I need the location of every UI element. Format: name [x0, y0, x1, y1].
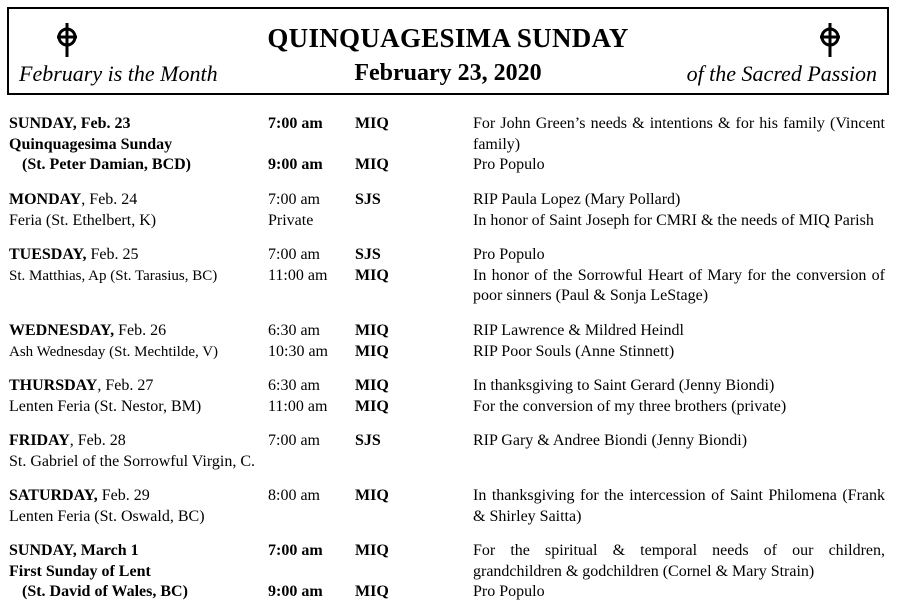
feast-label: Lenten Feria (St. Nestor, BM) [9, 397, 202, 415]
mass-time: 9:00 am [268, 583, 323, 600]
mass-row [9, 114, 889, 155]
mass-time: 6:30 am [268, 377, 320, 394]
mass-intention: In honor of the Sorrowful Heart of Mary for the conversion of poor sinners (Paul & Sonja LeStage) [473, 266, 885, 304]
mass-intention: RIP Lawrence & Mildred Heindl [473, 322, 684, 339]
feast-label: Lenten Feria (St. Oswald, BC) [9, 507, 205, 525]
mass-intention: RIP Poor Souls (Anne Stinnett) [473, 342, 675, 360]
mass-row [9, 397, 889, 418]
day-block [9, 321, 889, 362]
mass-row [9, 321, 889, 342]
mass-location: MIQ [355, 342, 389, 360]
day-title: SUNDAY, March 1 [9, 542, 139, 559]
mass-row [9, 155, 889, 176]
day-block [9, 245, 889, 307]
day-block [9, 190, 889, 231]
month-dedication-left: February is the Month [19, 61, 218, 86]
mass-location: SJS [355, 191, 381, 208]
mass-location: MIQ [355, 156, 389, 173]
day-block [9, 376, 889, 417]
day-block [9, 541, 889, 603]
mass-time: 7:00 am [268, 191, 320, 208]
mass-location: MIQ [355, 322, 389, 339]
mass-row [9, 582, 889, 603]
mass-schedule [9, 114, 889, 603]
feast-label: Ash Wednesday (St. Mechtilde, V) [9, 343, 219, 360]
feast-label: (St. David of Wales, BC) [22, 583, 188, 600]
bulletin-date: February 23, 2020 [354, 60, 542, 86]
day-title: THURSDAY [9, 377, 98, 394]
mass-row [9, 541, 889, 582]
mass-row [9, 376, 889, 397]
mass-intention: Pro Populo [473, 583, 545, 600]
cross-icon [818, 23, 842, 57]
mass-rows [9, 114, 889, 176]
day-date: Feb. 25 [86, 246, 139, 263]
mass-row [9, 431, 889, 452]
bulletin-header [7, 7, 889, 95]
mass-time: Private [268, 211, 314, 229]
mass-intention: For the conversion of my three brothers (private) [473, 397, 787, 415]
mass-time: 7:00 am [268, 115, 323, 132]
mass-rows [9, 541, 889, 603]
mass-location: SJS [355, 432, 381, 449]
day-block [9, 114, 889, 176]
mass-row [9, 342, 889, 363]
mass-rows [9, 190, 889, 231]
day-date: , Feb. 27 [97, 377, 154, 394]
mass-rows [9, 376, 889, 417]
mass-rows [9, 486, 889, 527]
mass-location: MIQ [355, 266, 389, 284]
mass-row [9, 211, 889, 232]
mass-time: 9:00 am [268, 156, 323, 173]
mass-location: MIQ [355, 397, 389, 415]
day-date: , Feb. 28 [69, 432, 126, 449]
mass-time: 8:00 am [268, 487, 320, 504]
month-dedication-right: of the Sacred Passion [686, 61, 877, 86]
day-title: MONDAY [9, 191, 82, 208]
mass-intention: For John Green’s needs & intentions & for his family (Vincent family) [473, 115, 885, 153]
mass-row [9, 266, 889, 307]
mass-location: SJS [355, 246, 381, 263]
mass-intention: Pro Populo [473, 156, 545, 173]
mass-intention: RIP Gary & Andree Biondi (Jenny Biondi) [473, 432, 748, 449]
feast-label: (St. Peter Damian, BCD) [22, 156, 192, 173]
mass-intention: For the spiritual & temporal needs of our children, grandchildren & godchildren (Cornel & Mary Strain) [473, 542, 885, 580]
day-title: FRIDAY [9, 432, 70, 449]
day-date: Feb. 26 [114, 322, 167, 339]
mass-time: 7:00 am [268, 432, 320, 449]
feast-label: First Sunday of Lent [9, 562, 151, 580]
mass-intention: In thanksgiving to Saint Gerard (Jenny Biondi) [473, 377, 775, 394]
mass-intention: In thanksgiving for the intercession of Saint Philomena (Frank & Shirley Saitta) [473, 487, 885, 525]
mass-time: 7:00 am [268, 542, 323, 559]
day-block [9, 431, 889, 472]
feast-label: St. Gabriel of the Sorrowful Virgin, C. [9, 452, 255, 470]
mass-time: 11:00 am [268, 397, 328, 415]
mass-intention: In honor of Saint Joseph for CMRI & the needs of MIQ Parish [473, 211, 874, 229]
mass-intention: Pro Populo [473, 246, 545, 263]
mass-row [9, 486, 889, 527]
day-title: TUESDAY, [9, 246, 87, 263]
mass-time: 6:30 am [268, 322, 320, 339]
mass-rows [9, 245, 889, 307]
mass-rows [9, 431, 889, 452]
mass-row [9, 245, 889, 266]
mass-time: 10:30 am [268, 342, 328, 360]
mass-time: 7:00 am [268, 246, 320, 263]
mass-intention: RIP Paula Lopez (Mary Pollard) [473, 191, 681, 208]
feast-label: St. Matthias, Ap (St. Tarasius, BC) [9, 267, 218, 284]
day-date: , Feb. 24 [81, 191, 138, 208]
day-title: SUNDAY, Feb. 23 [9, 115, 131, 132]
mass-location: MIQ [355, 583, 389, 600]
day-title: SATURDAY, [9, 487, 98, 504]
feast-label: Quinquagesima Sunday [9, 135, 173, 153]
mass-location: MIQ [355, 115, 389, 132]
day-date: Feb. 29 [97, 487, 150, 504]
day-title: WEDNESDAY, [9, 322, 115, 339]
day-block [9, 486, 889, 527]
mass-time: 11:00 am [268, 266, 328, 284]
mass-location: MIQ [355, 487, 389, 504]
mass-row [9, 190, 889, 211]
page-title: QUINQUAGESIMA SUNDAY [267, 23, 629, 53]
mass-location: MIQ [355, 542, 389, 559]
feast-label: Feria (St. Ethelbert, K) [9, 211, 157, 229]
mass-location: MIQ [355, 377, 389, 394]
mass-rows [9, 321, 889, 362]
